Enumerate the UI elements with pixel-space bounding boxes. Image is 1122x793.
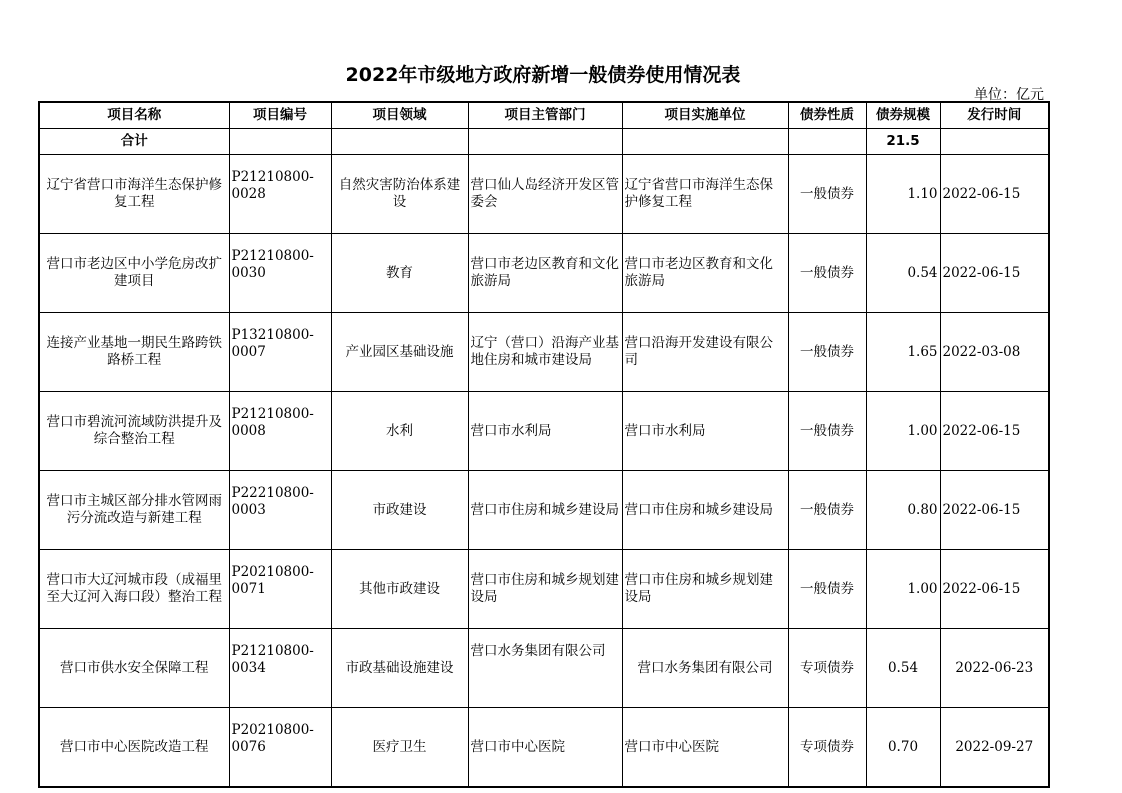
- issue-date: 2022-03-08: [940, 313, 1049, 392]
- project-unit: 营口市水利局: [622, 392, 788, 471]
- col-header-field: 项目领域: [331, 102, 468, 129]
- project-dept: 营口仙人岛经济开发区管委会: [468, 155, 622, 234]
- project-code: P21210800-0034: [229, 629, 331, 708]
- project-name: 营口市供水安全保障工程: [39, 629, 229, 708]
- project-name: 营口市老边区中小学危房改扩建项目: [39, 234, 229, 313]
- project-code: P20210800-0076: [229, 708, 331, 788]
- table-row: [39, 234, 1049, 313]
- project-unit: 营口市住房和城乡规划建设局: [622, 550, 788, 629]
- project-unit: 营口沿海开发建设有限公司: [622, 313, 788, 392]
- project-field: 市政基础设施建设: [331, 629, 468, 708]
- project-field: 自然灾害防治体系建设: [331, 155, 468, 234]
- table-row: [39, 471, 1049, 550]
- issue-date: 2022-06-15: [940, 392, 1049, 471]
- bond-amount: 0.54: [866, 629, 940, 708]
- bond-amount: 0.70: [866, 708, 940, 788]
- project-dept: 辽宁（营口）沿海产业基地住房和城市建设局: [468, 313, 622, 392]
- project-field: 教育: [331, 234, 468, 313]
- project-field: 其他市政建设: [331, 550, 468, 629]
- project-name: 营口市主城区部分排水管网雨污分流改造与新建工程: [39, 471, 229, 550]
- project-dept: 营口市老边区教育和文化旅游局: [468, 234, 622, 313]
- project-dept: 营口市水利局: [468, 392, 622, 471]
- project-code: P20210800-0071: [229, 550, 331, 629]
- project-dept: 营口市住房和城乡规划建设局: [468, 550, 622, 629]
- table-row: [39, 708, 1049, 788]
- project-code: P22210800-0003: [229, 471, 331, 550]
- col-header-name: 项目名称: [39, 102, 229, 129]
- project-dept: 营口水务集团有限公司: [468, 629, 622, 708]
- table-row: [39, 392, 1049, 471]
- table-row: [39, 313, 1049, 392]
- col-header-nature: 债券性质: [788, 102, 866, 129]
- project-code: P21210800-0028: [229, 155, 331, 234]
- bond-nature: 一般债券: [788, 392, 866, 471]
- bond-amount: 1.00: [866, 550, 940, 629]
- bond-nature: 一般债券: [788, 313, 866, 392]
- bond-nature: 一般债券: [788, 234, 866, 313]
- bond-nature: 一般债券: [788, 550, 866, 629]
- issue-date: 2022-09-27: [940, 708, 1049, 788]
- project-field: 医疗卫生: [331, 708, 468, 788]
- project-name: 营口市中心医院改造工程: [39, 708, 229, 788]
- project-unit: 营口市中心医院: [622, 708, 788, 788]
- unit-label: 单位：亿元: [974, 87, 1044, 103]
- col-header-dept: 项目主管部门: [468, 102, 622, 129]
- project-field: 市政建设: [331, 471, 468, 550]
- col-header-unit: 项目实施单位: [622, 102, 788, 129]
- bond-nature: 一般债券: [788, 155, 866, 234]
- project-name: 连接产业基地一期民生路跨铁路桥工程: [39, 313, 229, 392]
- project-field: 产业园区基础设施: [331, 313, 468, 392]
- project-code: P21210800-0008: [229, 392, 331, 471]
- project-unit: 营口市住房和城乡建设局: [622, 471, 788, 550]
- header-row: [39, 102, 1049, 129]
- bond-amount: 1.00: [866, 392, 940, 471]
- bond-nature: 专项债券: [788, 629, 866, 708]
- project-unit: 辽宁省营口市海洋生态保护修复工程: [622, 155, 788, 234]
- bond-amount: 1.10: [866, 155, 940, 234]
- issue-date: 2022-06-15: [940, 471, 1049, 550]
- project-dept: 营口市中心医院: [468, 708, 622, 788]
- total-label: 合计: [39, 129, 229, 155]
- project-name: 辽宁省营口市海洋生态保护修复工程: [39, 155, 229, 234]
- bond-nature: 专项债券: [788, 708, 866, 788]
- issue-date: 2022-06-23: [940, 629, 1049, 708]
- table-row: [39, 629, 1049, 708]
- bond-amount: 0.80: [866, 471, 940, 550]
- issue-date: 2022-06-15: [940, 550, 1049, 629]
- bond-amount: 1.65: [866, 313, 940, 392]
- table-row: [39, 550, 1049, 629]
- project-unit: 营口市老边区教育和文化旅游局: [622, 234, 788, 313]
- project-dept: 营口市住房和城乡建设局: [468, 471, 622, 550]
- bond-usage-table: [38, 101, 1050, 788]
- bond-nature: 一般债券: [788, 471, 866, 550]
- issue-date: 2022-06-15: [940, 234, 1049, 313]
- project-field: 水利: [331, 392, 468, 471]
- col-header-amount: 债券规模: [866, 102, 940, 129]
- issue-date: 2022-06-15: [940, 155, 1049, 234]
- col-header-date: 发行时间: [940, 102, 1049, 129]
- project-unit: 营口水务集团有限公司: [622, 629, 788, 708]
- total-amount: 21.5: [866, 129, 940, 155]
- col-header-code: 项目编号: [229, 102, 331, 129]
- bond-amount: 0.54: [866, 234, 940, 313]
- project-name: 营口市碧流河流域防洪提升及综合整治工程: [39, 392, 229, 471]
- page-title: 2022年市级地方政府新增一般债券使用情况表: [345, 64, 741, 86]
- project-code: P13210800-0007: [229, 313, 331, 392]
- project-name: 营口市大辽河城市段（成福里至大辽河入海口段）整治工程: [39, 550, 229, 629]
- project-code: P21210800-0030: [229, 234, 331, 313]
- total-row: [39, 129, 1049, 155]
- table-row: [39, 155, 1049, 234]
